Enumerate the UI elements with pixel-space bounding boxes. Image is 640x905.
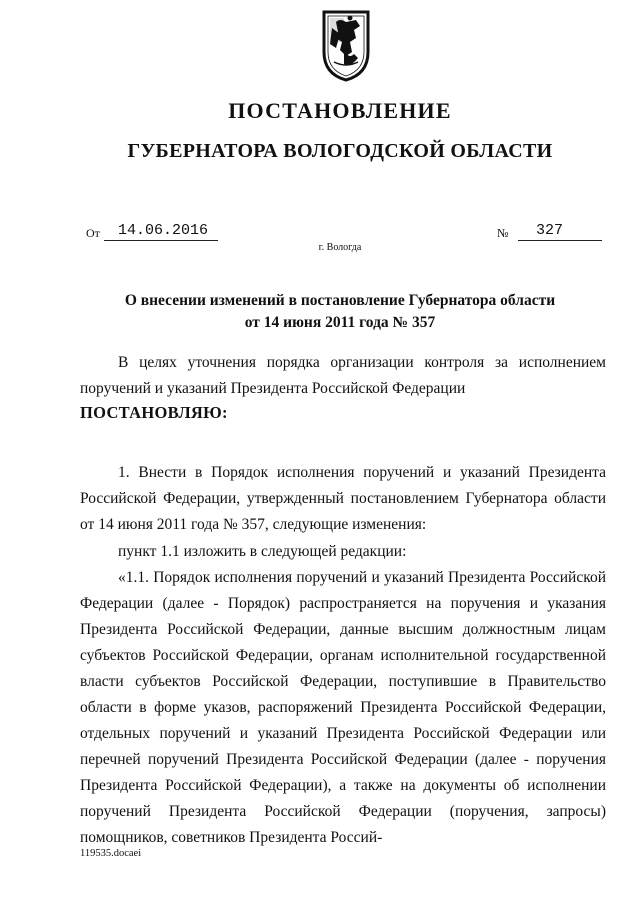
document-issuer: ГУБЕРНАТОРА ВОЛОГОДСКОЙ ОБЛАСТИ bbox=[127, 140, 553, 162]
number-label: № bbox=[497, 226, 509, 240]
date-value: 14.06.2016 bbox=[118, 222, 209, 239]
item-1-paragraph: 1. Внести в Порядок исполнения поручений и указаний Президента Российской Федерации, утвержденный постановлением Губернатора области от 14 июня 2011 года № 357, следующие изменения: bbox=[80, 464, 606, 533]
document-subject bbox=[0, 290, 640, 334]
subject-line-1: О внесении изменений в постановление Губернатора области bbox=[124, 292, 556, 309]
document-title: ПОСТАНОВЛЕНИЕ bbox=[228, 98, 452, 123]
subject-line-2: от 14 июня 2011 года № 357 bbox=[244, 314, 436, 331]
date-underline bbox=[104, 240, 218, 241]
file-name-footer: 119535.docaei bbox=[80, 848, 142, 859]
number-value: 327 bbox=[536, 222, 564, 239]
city-label: г. Вологда bbox=[318, 242, 362, 253]
resolve-heading: ПОСТАНОВЛЯЮ: bbox=[80, 403, 228, 422]
item-1-sub-paragraph: пункт 1.1 изложить в следующей редакции: bbox=[118, 543, 407, 560]
date-label: От bbox=[86, 226, 100, 240]
preamble-paragraph: В целях уточнения порядка организации контроля за исполнением поручений и указаний Президента Российской Федерации bbox=[80, 354, 606, 397]
vologda-coat-of-arms-icon bbox=[316, 8, 376, 84]
quoted-paragraph: «1.1. Порядок исполнения поручений и указаний Президента Российской Федерации (далее - Порядок) распространяется на поручения и указания Президента Российской Федерации, данные высшим должностным лицам субъектов Российской Федерации, органам исполнительной государственной власти субъектов Российской Федерации, поступившие в Правительство области в форме указов, распоряжений Президента Российской Федерации, отдельных поручений и указаний Президента Российской Федерации или перечней поручений Президента Российской Федерации (далее - поручения Президента Российской Федерации), а также на документы об исполнении поручений Президента Российской Федерации (поручения, запросы) помощников, советников Президента Россий- bbox=[80, 569, 606, 846]
number-underline bbox=[518, 240, 602, 241]
